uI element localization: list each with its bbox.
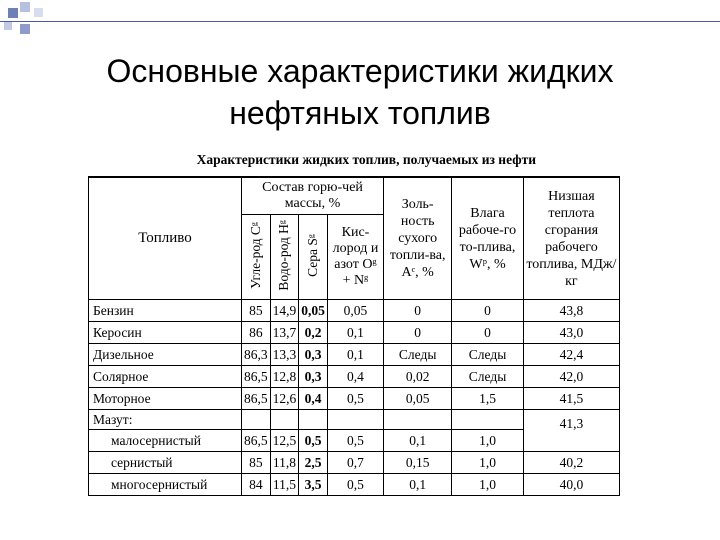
- sulfur-cell: 0,3: [299, 344, 328, 366]
- oxygen-nitrogen-cell: 0,1: [327, 344, 383, 366]
- fuel-name: малосернистый: [89, 430, 242, 452]
- header-ash: Золь-ность сухого топли-ва, Aᶜ, %: [384, 177, 452, 300]
- mazut-group-label: Мазут:: [89, 410, 242, 430]
- moisture-cell: Следы: [452, 344, 524, 366]
- carbon-cell: 86,3: [242, 344, 271, 366]
- table-row: [89, 366, 620, 388]
- oxygen-nitrogen-cell: 0,1: [327, 322, 383, 344]
- empty-cell: [242, 410, 271, 430]
- hydrogen-cell: 12,6: [270, 388, 299, 410]
- slide-title-line2: нефтяных топлив: [229, 95, 491, 131]
- oxygen-nitrogen-cell: 0,5: [327, 388, 383, 410]
- header-carbon: [242, 215, 271, 300]
- sulfur-cell: 0,05: [299, 300, 328, 322]
- ash-cell: 0,02: [384, 366, 452, 388]
- oxygen-nitrogen-cell: 0,5: [327, 430, 383, 452]
- fuel-name: Керосин: [89, 322, 242, 344]
- moisture-cell: 1,5: [452, 388, 524, 410]
- header-carbon-text: Угле-род Cᵍ: [247, 221, 263, 289]
- fuel-name: сернистый: [89, 452, 242, 474]
- hydrogen-cell: 11,8: [270, 452, 299, 474]
- moisture-cell: 1,0: [452, 430, 524, 452]
- table-row: [89, 322, 620, 344]
- header-sulfur-text: Сера Sᵍ: [305, 233, 321, 277]
- empty-cell: [384, 410, 452, 430]
- heat-cell: 40,2: [523, 452, 619, 474]
- table-row: [89, 300, 620, 322]
- hydrogen-cell: 13,7: [270, 322, 299, 344]
- carbon-cell: 86,5: [242, 366, 271, 388]
- oxygen-nitrogen-cell: 0,4: [327, 366, 383, 388]
- slide-title: [40, 50, 680, 134]
- carbon-cell: 86,5: [242, 430, 271, 452]
- header-composition: Состав горю-чей массы, %: [242, 177, 384, 215]
- hydrogen-cell: 13,3: [270, 344, 299, 366]
- empty-cell: [299, 410, 328, 430]
- sulfur-cell: 0,2: [299, 322, 328, 344]
- sulfur-cell: 0,3: [299, 366, 328, 388]
- moisture-cell: Следы: [452, 366, 524, 388]
- table-row: [89, 388, 620, 410]
- heat-cell: 42,4: [523, 344, 619, 366]
- sulfur-cell: 0,4: [299, 388, 328, 410]
- hydrogen-cell: 14,9: [270, 300, 299, 322]
- hydrogen-cell: 11,5: [270, 474, 299, 496]
- fuel-name: Дизельное: [89, 344, 242, 366]
- fuel-properties-table: [88, 176, 620, 496]
- empty-cell: [327, 410, 383, 430]
- mazut-low-sulfur-heat-cell: 41,3: [523, 410, 619, 452]
- oxygen-nitrogen-cell: 0,05: [327, 300, 383, 322]
- header-rule: [0, 21, 720, 22]
- header-heat-value: Низшая теплота сгорания рабочего топлива, МДж/кг: [523, 177, 619, 300]
- sulfur-cell: 0,5: [299, 430, 328, 452]
- ash-cell: 0: [384, 300, 452, 322]
- header-hydrogen-text: Водо-род Hᵍ: [276, 219, 292, 291]
- ash-cell: Следы: [384, 344, 452, 366]
- moisture-cell: 1,0: [452, 474, 524, 496]
- table-row-mazut-group: [89, 410, 620, 430]
- fuel-table-figure: [88, 152, 620, 496]
- header-oxygen-nitrogen: Кис-лород и азот Oᵍ + Nᵍ: [327, 215, 383, 300]
- sulfur-cell: 2,5: [299, 452, 328, 474]
- moisture-cell: 0: [452, 300, 524, 322]
- empty-cell: [270, 410, 299, 430]
- fuel-name: Бензин: [89, 300, 242, 322]
- moisture-cell: 1,0: [452, 452, 524, 474]
- fuel-name: многосернистый: [89, 474, 242, 496]
- ash-cell: 0,1: [384, 430, 452, 452]
- header-sulfur: [299, 215, 328, 300]
- heat-cell: 43,0: [523, 322, 619, 344]
- empty-cell: [452, 410, 524, 430]
- carbon-cell: 85: [242, 300, 271, 322]
- fuel-name: Моторное: [89, 388, 242, 410]
- ash-cell: 0: [384, 322, 452, 344]
- sulfur-cell: 3,5: [299, 474, 328, 496]
- header-fuel: Топливо: [89, 177, 242, 300]
- table-row: [89, 474, 620, 496]
- heat-cell: 41,5: [523, 388, 619, 410]
- header-moisture: Влага рабоче-го то-плива, Wᵖ, %: [452, 177, 524, 300]
- table-row: [89, 452, 620, 474]
- ash-cell: 0,1: [384, 474, 452, 496]
- hydrogen-cell: 12,8: [270, 366, 299, 388]
- header-hydrogen: [270, 215, 299, 300]
- oxygen-nitrogen-cell: 0,7: [327, 452, 383, 474]
- fuel-name: Солярное: [89, 366, 242, 388]
- table-caption: Характеристики жидких топлив, получаемых из нефти: [196, 152, 536, 167]
- slide-title-line1: Основные характеристики жидких: [106, 53, 614, 89]
- ash-cell: 0,05: [384, 388, 452, 410]
- heat-cell: 43,8: [523, 300, 619, 322]
- ash-cell: 0,15: [384, 452, 452, 474]
- carbon-cell: 85: [242, 452, 271, 474]
- carbon-cell: 84: [242, 474, 271, 496]
- table-row: [89, 344, 620, 366]
- carbon-cell: 86,5: [242, 388, 271, 410]
- oxygen-nitrogen-cell: 0,5: [327, 474, 383, 496]
- hydrogen-cell: 12,5: [270, 430, 299, 452]
- carbon-cell: 86: [242, 322, 271, 344]
- heat-cell: 40,0: [523, 474, 619, 496]
- heat-cell: 42,0: [523, 366, 619, 388]
- moisture-cell: 0: [452, 322, 524, 344]
